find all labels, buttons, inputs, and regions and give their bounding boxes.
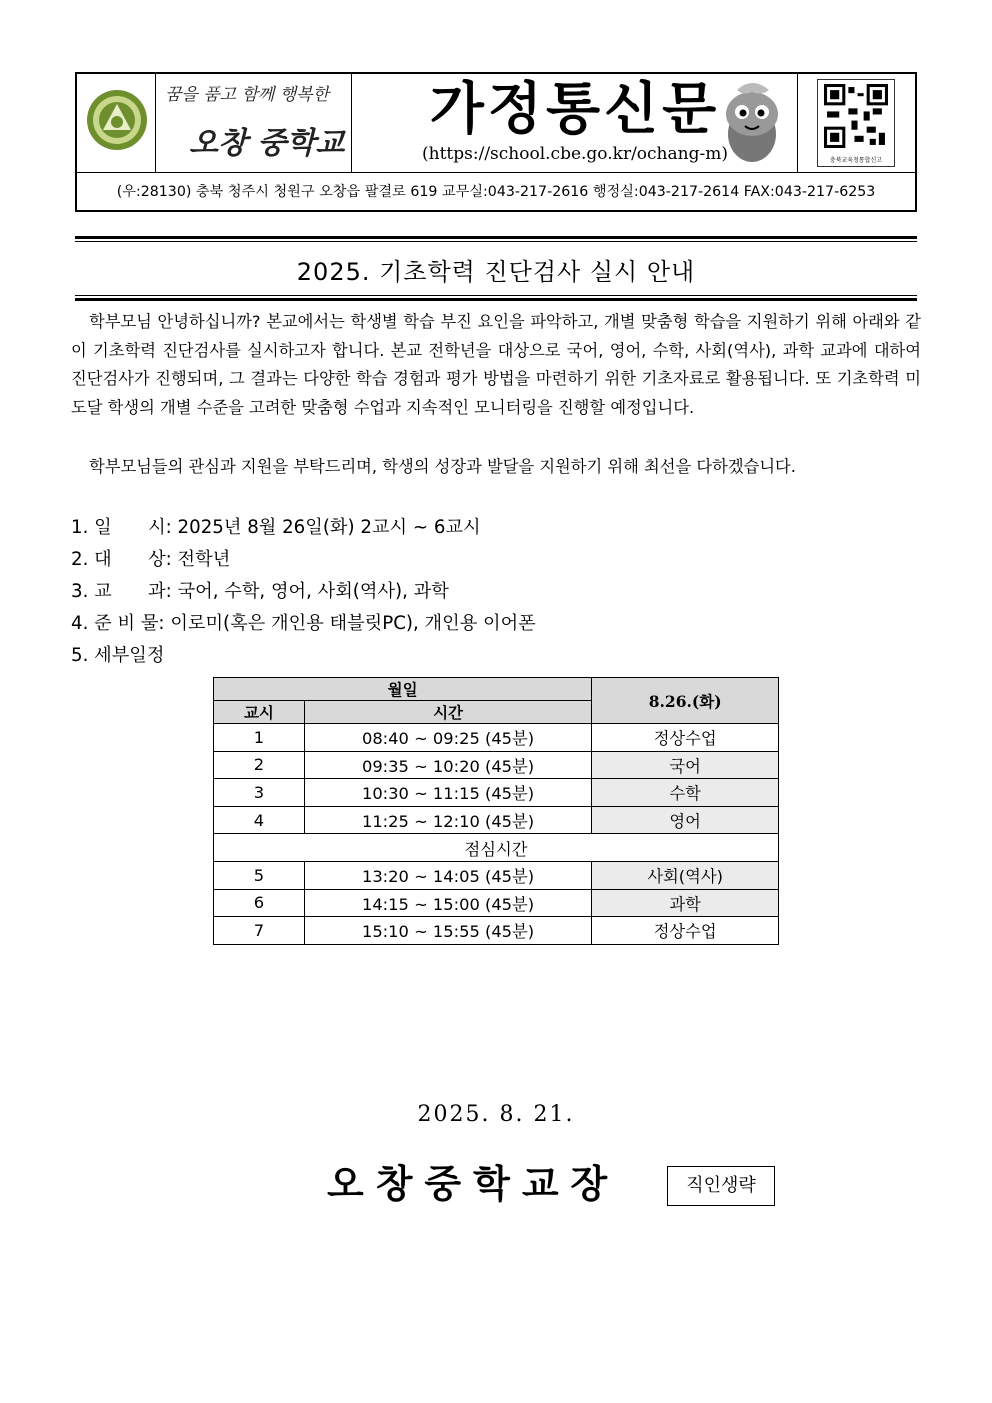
time-cell: 10:30 ~ 11:15 (45분) [304,779,591,807]
newsletter-title: 가정통신문 [429,76,721,142]
divider [797,74,798,172]
document-title: 2025. 기초학력 진단검사 실시 안내 [296,258,696,286]
time-cell: 09:35 ~ 10:20 (45분) [304,751,591,779]
table-row [214,861,779,889]
table-row [214,751,779,779]
subject-cell: 영어 [592,806,779,834]
title-rule-top-thin [75,241,917,242]
issue-date: 2025. 8. 21. [417,1102,575,1127]
slogan-line: 꿈을 품고 함께 행복한 [165,85,330,105]
subject-cell: 정상수업 [592,724,779,752]
subject-cell: 정상수업 [592,917,779,945]
period-cell: 5 [214,861,305,889]
time-cell: 11:25 ~ 12:10 (45분) [304,806,591,834]
table-row [214,889,779,917]
school-name-calligraphy: 오창 중학교 [189,126,345,161]
detail-item-target: 2. 대 상: 전학년 [71,549,231,570]
period-cell: 3 [214,779,305,807]
lunch-row [214,834,779,862]
subject-cell: 과학 [592,889,779,917]
table-row [214,779,779,807]
schedule-table [213,677,779,945]
subject-cell: 국어 [592,751,779,779]
table-row [214,917,779,945]
divider [155,74,156,172]
period-cell: 7 [214,917,305,945]
letterhead [75,72,917,212]
subject-cell: 수학 [592,779,779,807]
title-rule-bottom-thin [75,295,917,296]
school-emblem-icon [83,82,151,162]
period-cell: 1 [214,724,305,752]
school-slogan [157,74,353,172]
time-cell: 08:40 ~ 09:25 (45분) [304,724,591,752]
divider [77,172,915,173]
detail-item-schedule: 5. 세부일정 [71,645,165,666]
subject-cell: 사회(역사) [592,861,779,889]
qr-code[interactable] [817,79,895,167]
detail-item-supplies: 4. 준 비 물: 이로미(혹은 개인용 태블릿PC), 개인용 이어폰 [71,613,536,634]
time-cell: 13:20 ~ 14:05 (45분) [304,861,591,889]
contact-info: (우:28130) 충북 청주시 청원구 오창읍 팔결로 619 교무실:043-217-2616 행정실:043-217-2614 FAX:043-217-6253 [116,184,876,200]
period-cell: 4 [214,806,305,834]
lunch-cell: 점심시간 [214,834,779,862]
header-date: 8.26.(화) [592,678,779,724]
intro-paragraph: 학부모님 안녕하십니까? 본교에서는 학생별 학습 부진 요인을 파악하고, 개별 맞춤형 학습을 지원하기 위해 아래와 같이 기초학력 진단검사를 실시하고자 합니다. 본교 전학년을 대상으로 국어, 영어, 수학, 사회(역사), 과학 교과에 대하여 진단검사가 진행되며, 그 결과는 다양한 학습 경험과 평가 방법을 마련하기 위한 기초자료로 활용됩니다. 또 기초학력 미도달 학생의 개별 수준을 고려한 맞춤형 수업과 지속적인 모니터링을 진행할 예정입니다. [71,312,921,418]
period-cell: 2 [214,751,305,779]
header-period: 교시 [214,701,305,724]
school-url[interactable]: (https://school.cbe.go.kr/ochang-m) [422,144,728,164]
detail-item-date: 1. 일 시: 2025년 8월 26일(화) 2교시 ~ 6교시 [71,517,481,538]
table-row [214,724,779,752]
closing-paragraph: 학부모님들의 관심과 지원을 부탁드리며, 학생의 성장과 발달을 지원하기 위해 최선을 다하겠습니다. [89,457,796,476]
header-month-day: 월일 [214,678,592,701]
header-time: 시간 [304,701,591,724]
title-rule-bottom [75,298,917,301]
mascot-icon [717,78,787,170]
title-rule-top [75,236,917,239]
period-cell: 6 [214,889,305,917]
qr-code-icon [824,84,888,148]
time-cell: 14:15 ~ 15:00 (45분) [304,889,591,917]
time-cell: 15:10 ~ 15:55 (45분) [304,917,591,945]
table-row [214,806,779,834]
qr-caption: 충북교육청통합신고 [829,157,883,164]
principal-signature: 오창중학교장 [327,1161,620,1206]
seal-omitted-box: 직인생략 [667,1166,775,1206]
detail-item-subjects: 3. 교 과: 국어, 수학, 영어, 사회(역사), 과학 [71,581,449,602]
